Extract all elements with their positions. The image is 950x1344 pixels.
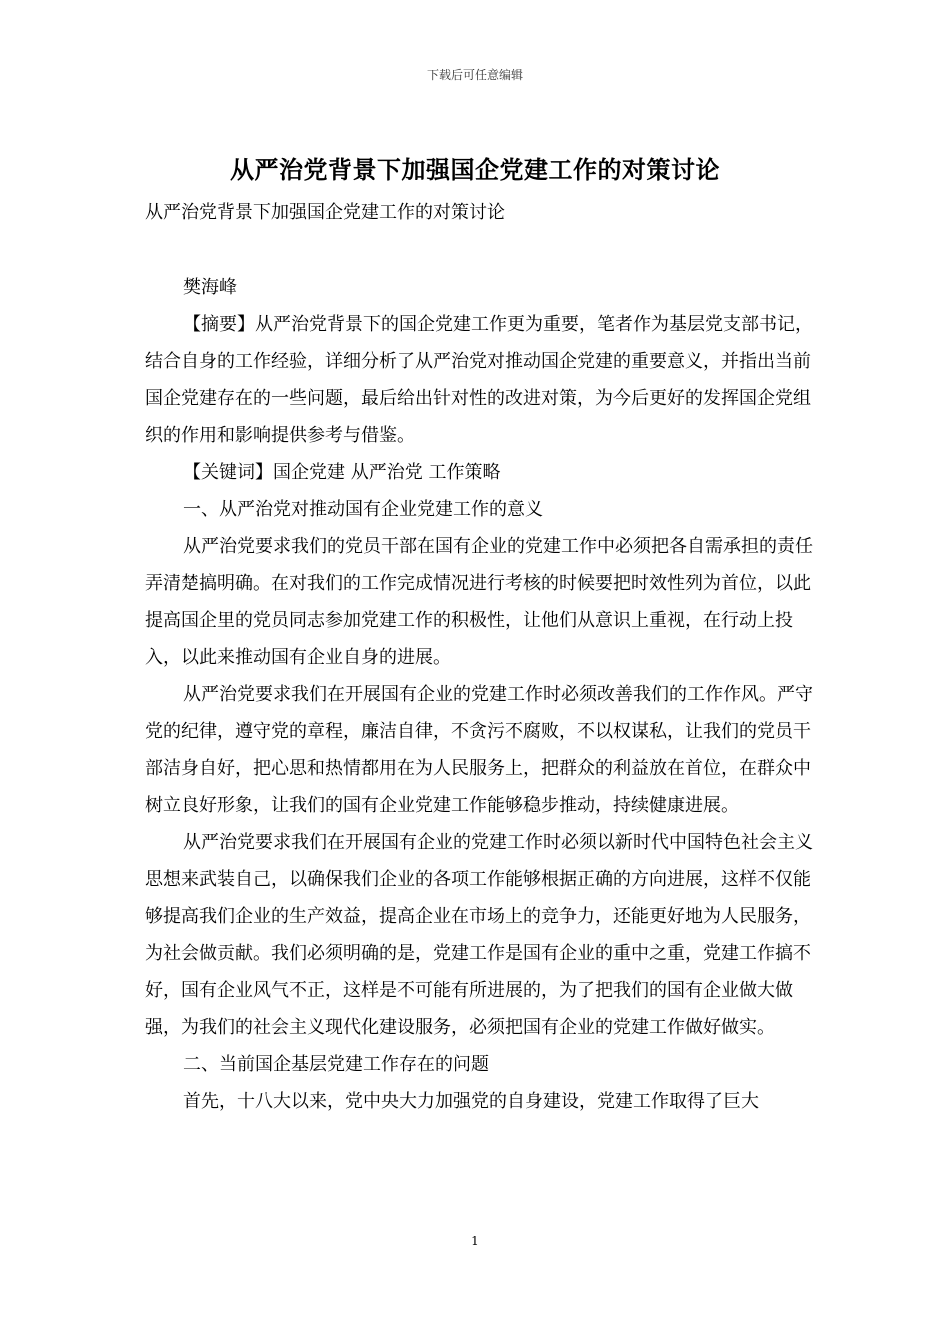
body-paragraph: 从严治党要求我们在开展国有企业的党建工作时必须以新时代中国特色社会主义思想来武装自己，以确保我们企业的各项工作能够根据正确的方向进展，这样不仅能够提高我们企业的生产效益，提高企业在市场上的竞争力，还能更好地为人民服务，为社会做贡献。我们必须明确的是，党建工作是国有企业的重中之重，党建工作搞不好，国有企业风气不正，这样是不可能有所进展的，为了把我们的国有企业做大做强，为我们的社会主义现代化建设服务，必须把国有企业的党建工作做好做实。 <box>145 832 813 1038</box>
document-subtitle: 从严治党背景下加强国企党建工作的对策讨论 <box>145 202 505 223</box>
page-number: 1 <box>471 1234 479 1248</box>
section-heading-1: 一、从严治党对推动国有企业党建工作的意义 <box>183 499 543 520</box>
keywords-line: 【关键词】国企党建 从严治党 工作策略 <box>183 462 501 483</box>
header-note: 下载后可任意编辑 <box>426 68 523 82</box>
body-paragraph: 从严治党要求我们在开展国有企业的党建工作时必须改善我们的工作作风。严守党的纪律，遵守党的章程，廉洁自律，不贪污不腐败，不以权谋私，让我们的党员干部洁身自好，把心思和热情都用在为人民服务上，把群众的利益放在首位，在群众中树立良好形象，让我们的国有企业党建工作能够稳步推动，持续健康进展。 <box>145 684 813 816</box>
abstract-paragraph: 【摘要】从严治党背景下的国企党建工作更为重要，笔者作为基层党支部书记，结合自身的工作经验，详细分析了从严治党对推动国企党建的重要意义，并指出当前国企党建存在的一些问题，最后给出针对性的改进对策，为今后更好的发挥国企党组织的作用和影响提供参考与借鉴。 <box>145 314 813 446</box>
body-paragraph: 从严治党要求我们的党员干部在国有企业的党建工作中必须把各自需承担的责任弄清楚搞明确。在对我们的工作完成情况进行考核的时候要把时效性列为首位，以此提高国企里的党员同志参加党建工作的积极性，让他们从意识上重视，在行动上投入，以此来推动国有企业自身的进展。 <box>145 536 813 668</box>
document-title: 从严治党背景下加强国企党建工作的对策讨论 <box>230 155 720 184</box>
document-body <box>145 194 817 1120</box>
body-paragraph: 首先，十八大以来，党中央大力加强党的自身建设，党建工作取得了巨大 <box>183 1091 759 1112</box>
author-name: 樊海峰 <box>183 277 237 298</box>
section-heading-2: 二、当前国企基层党建工作存在的问题 <box>183 1054 489 1075</box>
